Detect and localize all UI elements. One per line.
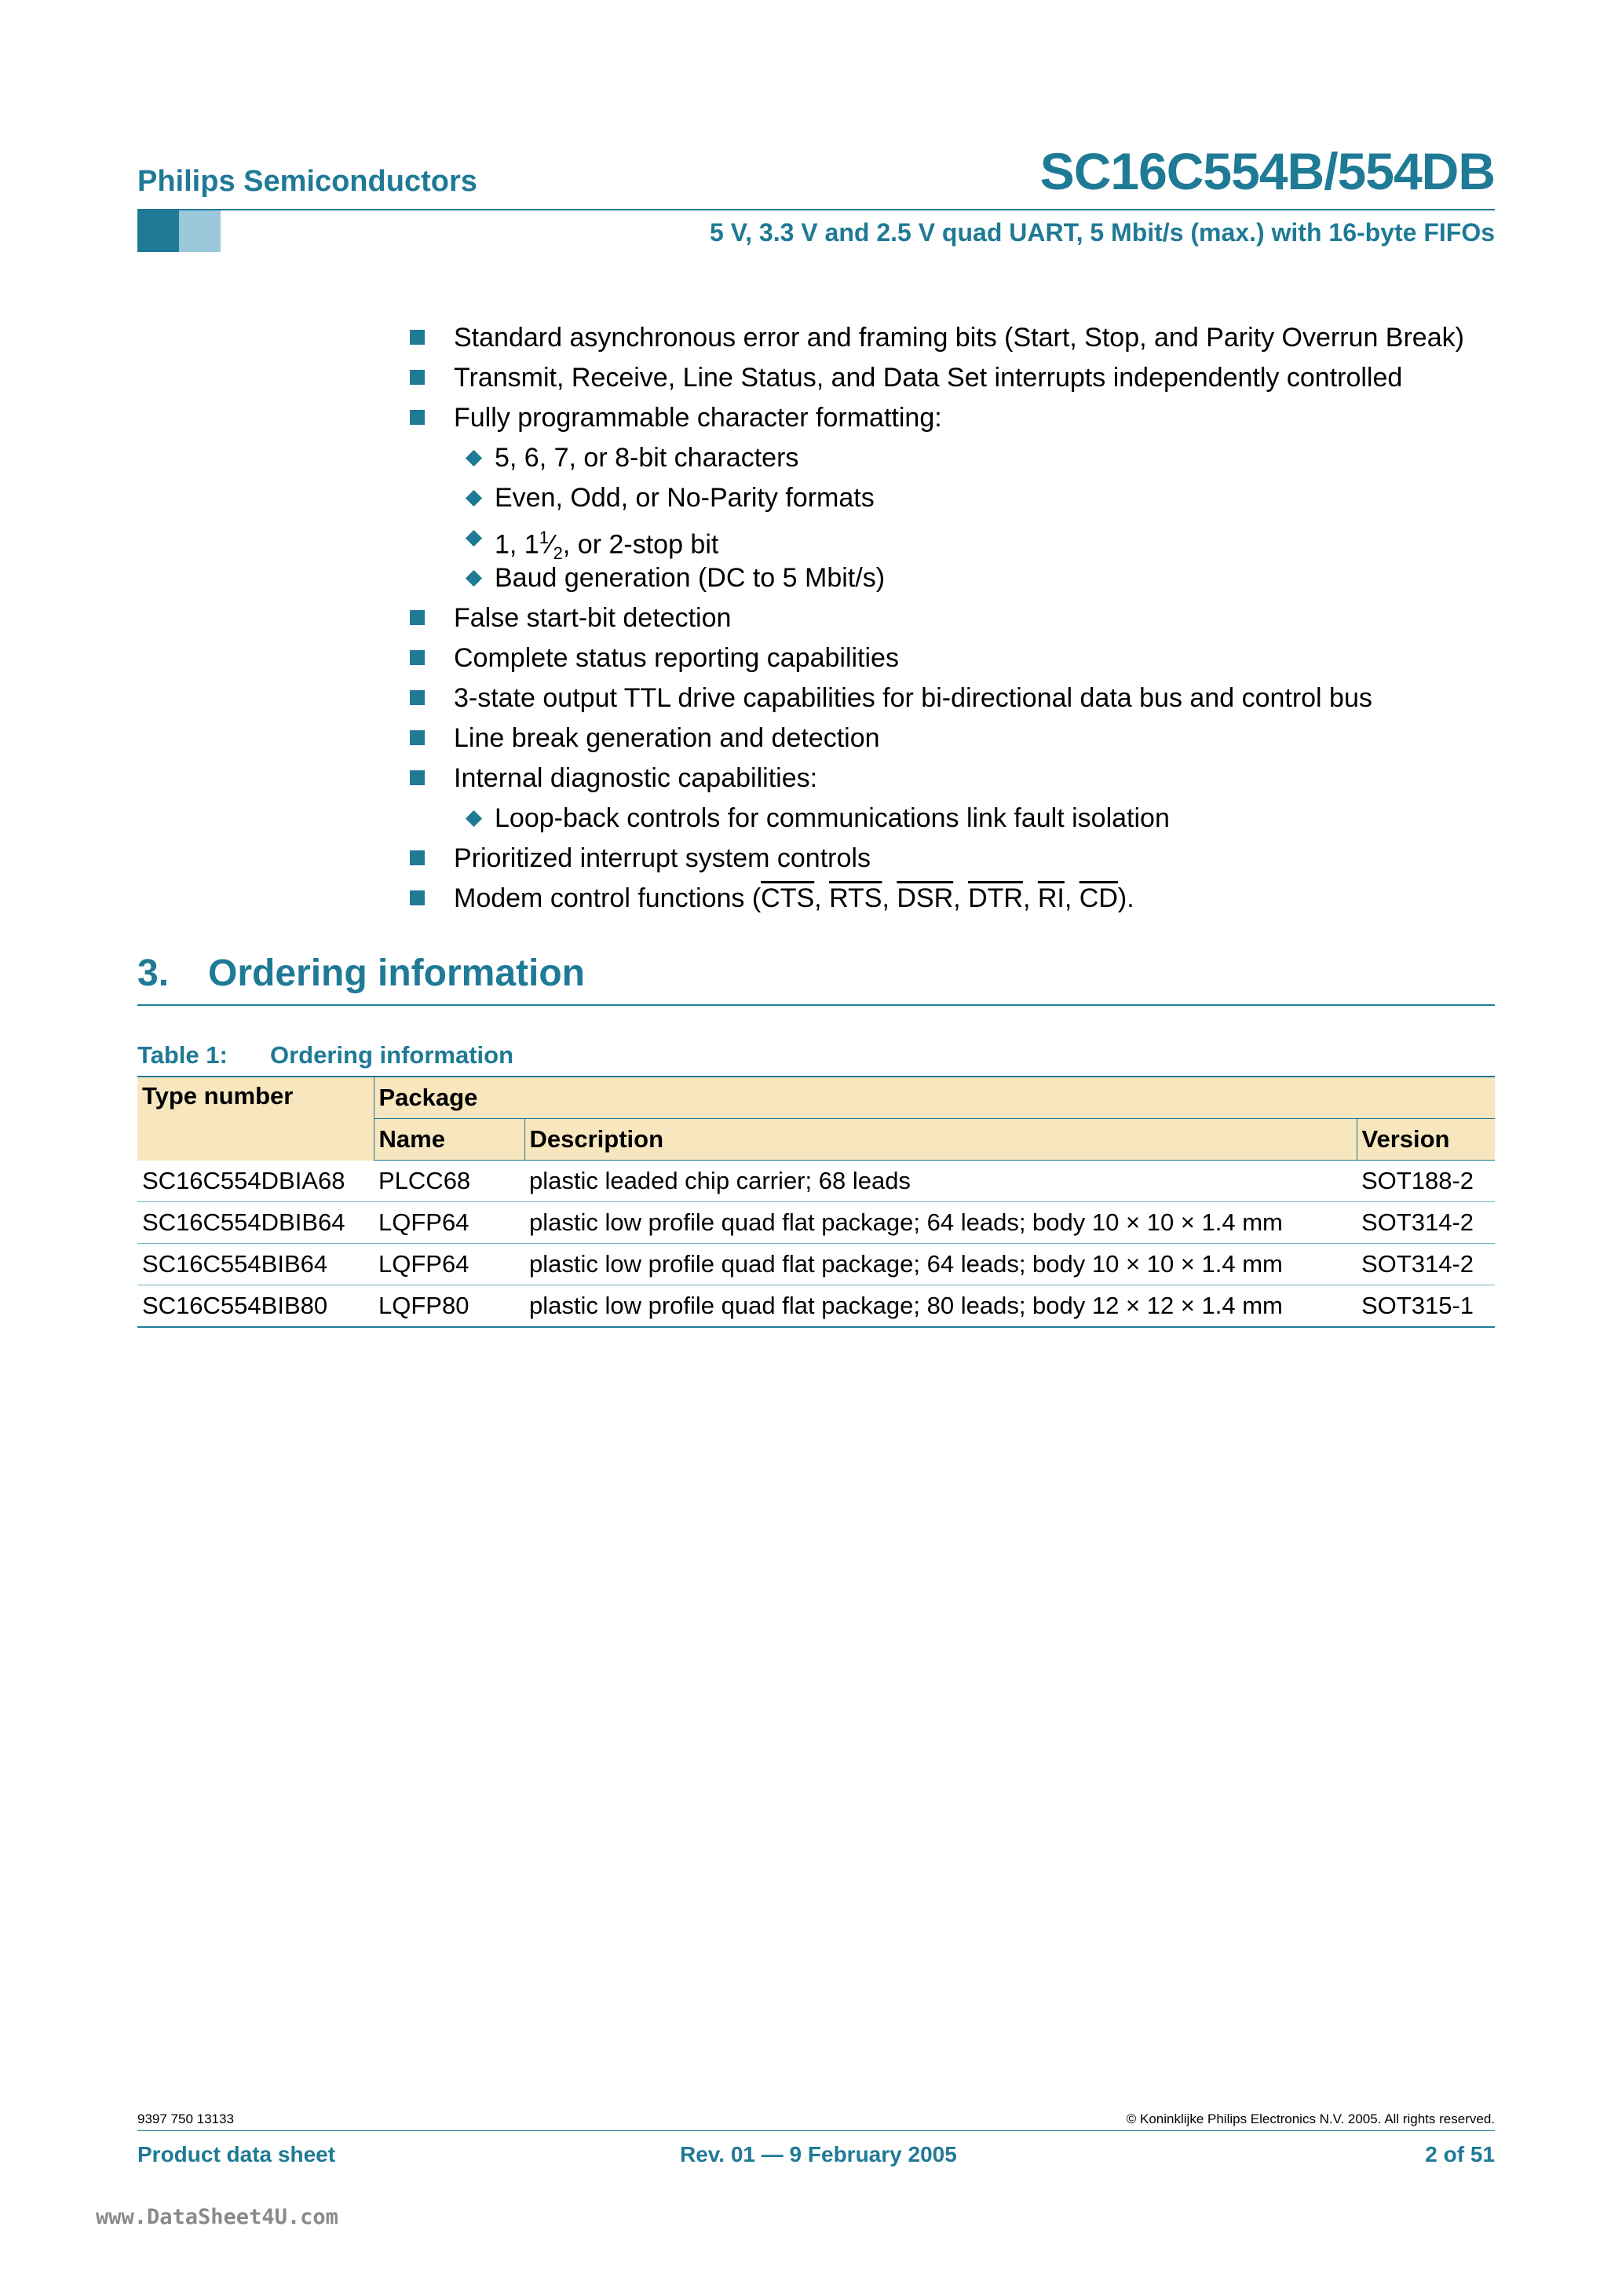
list-item: 3-state output TTL drive capabilities for bi-directional data bus and control bus (410, 681, 1509, 721)
table-header-row (137, 1077, 1495, 1119)
list-item: Internal diagnostic capabilities: (410, 761, 1509, 801)
sub-list-item: Even, Odd, or No-Parity formats (410, 481, 1509, 521)
square-bullet-icon (410, 330, 425, 345)
square-bullet-icon (410, 610, 425, 625)
brand-block-light (179, 210, 221, 252)
table-row: SC16C554DBIA68 PLCC68 plastic leaded chip carrier; 68 leads SOT188-2 (137, 1161, 1495, 1202)
header-divider (137, 209, 1495, 210)
table-row: SC16C554BIB64 LQFP64 plastic low profile quad flat package; 64 leads; body 10 × 10 × 1.4 mm SOT314-2 (137, 1244, 1495, 1285)
product-title: SC16C554B/554DB (1039, 142, 1495, 200)
diamond-bullet-icon (466, 450, 482, 466)
square-bullet-icon (410, 410, 425, 425)
sub-list-item: Baud generation (DC to 5 Mbit/s) (410, 561, 1509, 601)
list-item: Fully programmable character formatting: (410, 400, 1509, 441)
brand-block-dark (137, 210, 179, 252)
company-name: Philips Semiconductors (137, 165, 477, 198)
feature-list (410, 320, 1509, 921)
list-item: False start-bit detection (410, 601, 1509, 641)
document-number: 9397 750 13133 (137, 2111, 234, 2126)
diamond-bullet-icon (466, 570, 482, 587)
square-bullet-icon (410, 890, 425, 905)
header-package: Package (374, 1077, 1495, 1119)
sub-list-item: Loop-back controls for communications link fault isolation (410, 801, 1509, 841)
sub-list-item: 5, 6, 7, or 8-bit characters (410, 441, 1509, 481)
watermark: www.DataSheet4U.com (96, 2205, 338, 2229)
list-item: Transmit, Receive, Line Status, and Data Set interrupts independently controlled (410, 360, 1509, 400)
footer-divider (137, 2130, 1495, 2131)
header-type-number: Type number (137, 1077, 374, 1161)
list-item: Complete status reporting capabilities (410, 641, 1509, 681)
table-row: SC16C554BIB80 LQFP80 plastic low profile quad flat package; 80 leads; body 12 × 12 × 1.4 mm SOT315-1 (137, 1285, 1495, 1328)
signal-rts: $\overline{RTS}$ (829, 883, 882, 913)
table-row: SC16C554DBIB64 LQFP64 plastic low profile quad flat package; 64 leads; body 10 × 10 × 1.4 mm SOT314-2 (137, 1202, 1495, 1244)
square-bullet-icon (410, 730, 425, 745)
section-divider (137, 1004, 1495, 1006)
section-heading: 3. Ordering information (137, 952, 585, 994)
page-number: 2 of 51 (1425, 2142, 1495, 2166)
list-item: Line break generation and detection (410, 721, 1509, 761)
square-bullet-icon (410, 370, 425, 385)
table-caption: Table 1: Ordering information (137, 1041, 513, 1069)
signal-cts: $\overline{CTS}$ (761, 883, 815, 913)
sub-list-item: 1, $1^1⁄_2$, or 2-stop bit (410, 521, 1509, 561)
square-bullet-icon (410, 770, 425, 785)
list-item: Standard asynchronous error and framing bits (Start, Stop, and Parity Overrun Break) (410, 320, 1509, 360)
copyright-notice: © Koninklijke Philips Electronics N.V. 2005. All rights reserved. (1126, 2111, 1495, 2126)
signal-ri: $\overline{RI}$ (1037, 883, 1065, 913)
product-subtitle: 5 V, 3.3 V and 2.5 V quad UART, 5 Mbit/s (max.) with 16-byte FIFOs (710, 218, 1495, 247)
diamond-bullet-icon (466, 490, 482, 506)
signal-cd: $\overline{CD}$ (1079, 883, 1118, 913)
footer-doc-type: Product data sheet (137, 2142, 336, 2166)
square-bullet-icon (410, 850, 425, 865)
signal-dsr: $\overline{DSR}$ (897, 883, 954, 913)
square-bullet-icon (410, 650, 425, 665)
header-version: Version (1357, 1119, 1495, 1161)
header-description: Description (524, 1119, 1357, 1161)
ordering-table (137, 1076, 1495, 1328)
list-item: Prioritized interrupt system controls (410, 841, 1509, 881)
header-name: Name (374, 1119, 524, 1161)
footer-revision: Rev. 01 — 9 February 2005 (680, 2142, 957, 2166)
list-item: Modem control functions ($\overline{CTS}$, $\overline{RTS}$, $\overline{DSR}$, $\overline{DTR}$, $\overline{RI}$, $\overline{CD}$). (410, 881, 1509, 921)
square-bullet-icon (410, 690, 425, 705)
diamond-bullet-icon (466, 530, 482, 547)
signal-dtr: $\overline{DTR}$ (968, 883, 1023, 913)
diamond-bullet-icon (466, 810, 482, 827)
